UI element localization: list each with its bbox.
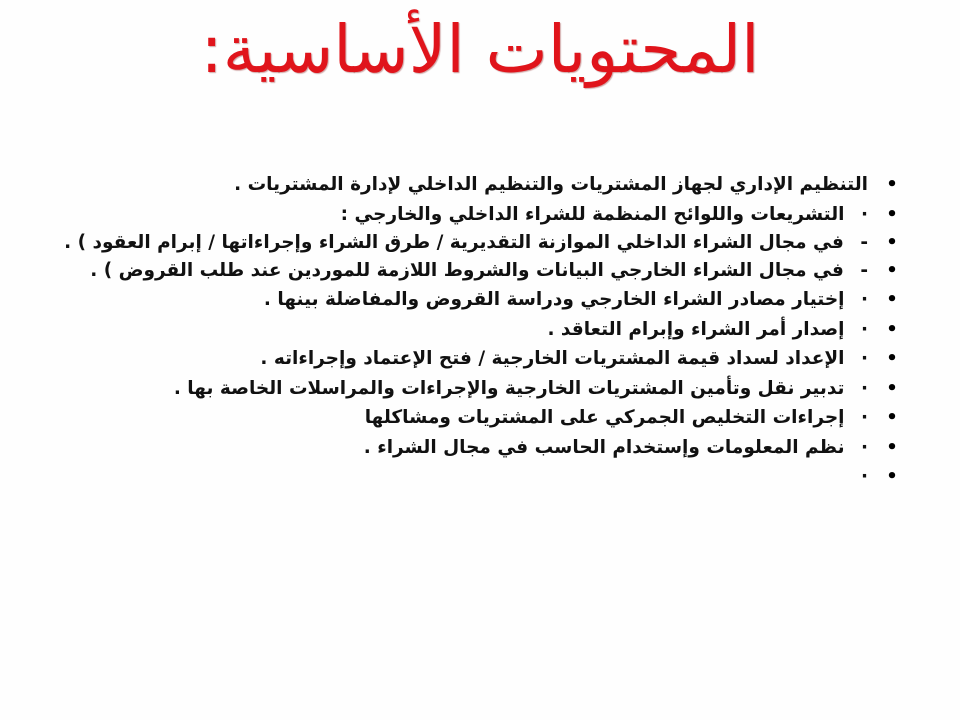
list-item-text: التشريعات واللوائح المنظمة للشراء الداخلي والخارجي :: [340, 203, 845, 225]
list-item-text: في مجال الشراء الخارجي البيانات والشروط اللازمة للموردين عند طلب القروض ) .: [90, 260, 844, 281]
bullet-icon: •: [886, 318, 898, 340]
sub-marker: ·: [860, 466, 868, 487]
list-item: [60, 344, 902, 374]
bullet-icon: •: [886, 260, 898, 281]
list-item: [60, 315, 902, 345]
bullet-icon: •: [886, 407, 898, 428]
list-item: [60, 170, 902, 200]
list-item: [60, 257, 902, 285]
list-item-text: تدبير نقل وتأمين المشتريات الخارجية والإجراءات والمراسلات الخاصة بها .: [173, 377, 845, 399]
sub-marker: ·: [860, 348, 868, 369]
bullet-icon: •: [886, 377, 898, 399]
list-item-text: الإعداد لسداد قيمة المشتريات الخارجية / فتح الإعتماد وإجراءاته .: [260, 348, 845, 369]
list-item: [60, 403, 902, 433]
list-item-text: إجراءات التخليص الجمركي على المشتريات ومشاكلها: [364, 407, 845, 428]
bullet-icon: •: [886, 348, 898, 369]
list-item: [60, 200, 902, 230]
list-item: [60, 229, 902, 257]
slide-title: المحتويات الأساسية:: [200, 11, 760, 88]
bullet-icon: •: [886, 174, 898, 195]
sub-marker: ·: [860, 318, 868, 340]
list-item: [60, 285, 902, 315]
list-item: [60, 374, 902, 404]
sub-marker: ·: [860, 203, 868, 225]
sub-marker: ·: [860, 407, 868, 428]
bullet-icon: •: [886, 203, 898, 225]
list-item-text: إصدار أمر الشراء وإبرام التعاقد .: [547, 318, 845, 340]
list-item-text: إختيار مصادر الشراء الخارجي ودراسة القروض والمفاضلة بينها .: [263, 289, 845, 310]
list-item-text: نظم المعلومات وإستخدام الحاسب في مجال الشراء .: [363, 436, 845, 458]
sub-marker: ·: [860, 289, 868, 310]
content-list: [60, 170, 902, 492]
dash-marker: -: [860, 232, 868, 253]
list-item-text: التنظيم الإداري لجهاز المشتريات والتنظيم الداخلي لإدارة المشتريات .: [234, 174, 868, 195]
list-item-text: في مجال الشراء الداخلي الموازنة التقديرية / طرق الشراء وإجراءاتها / إبرام العقود ) .: [64, 232, 844, 253]
dash-marker: -: [860, 260, 868, 281]
sub-marker: ·: [860, 377, 868, 399]
bullet-icon: •: [886, 289, 898, 310]
bullet-icon: •: [886, 436, 898, 458]
list-item: [60, 433, 902, 463]
bullet-icon: •: [886, 232, 898, 253]
bullet-icon: •: [886, 466, 898, 487]
sub-marker: ·: [860, 436, 868, 458]
list-item: [60, 462, 902, 492]
